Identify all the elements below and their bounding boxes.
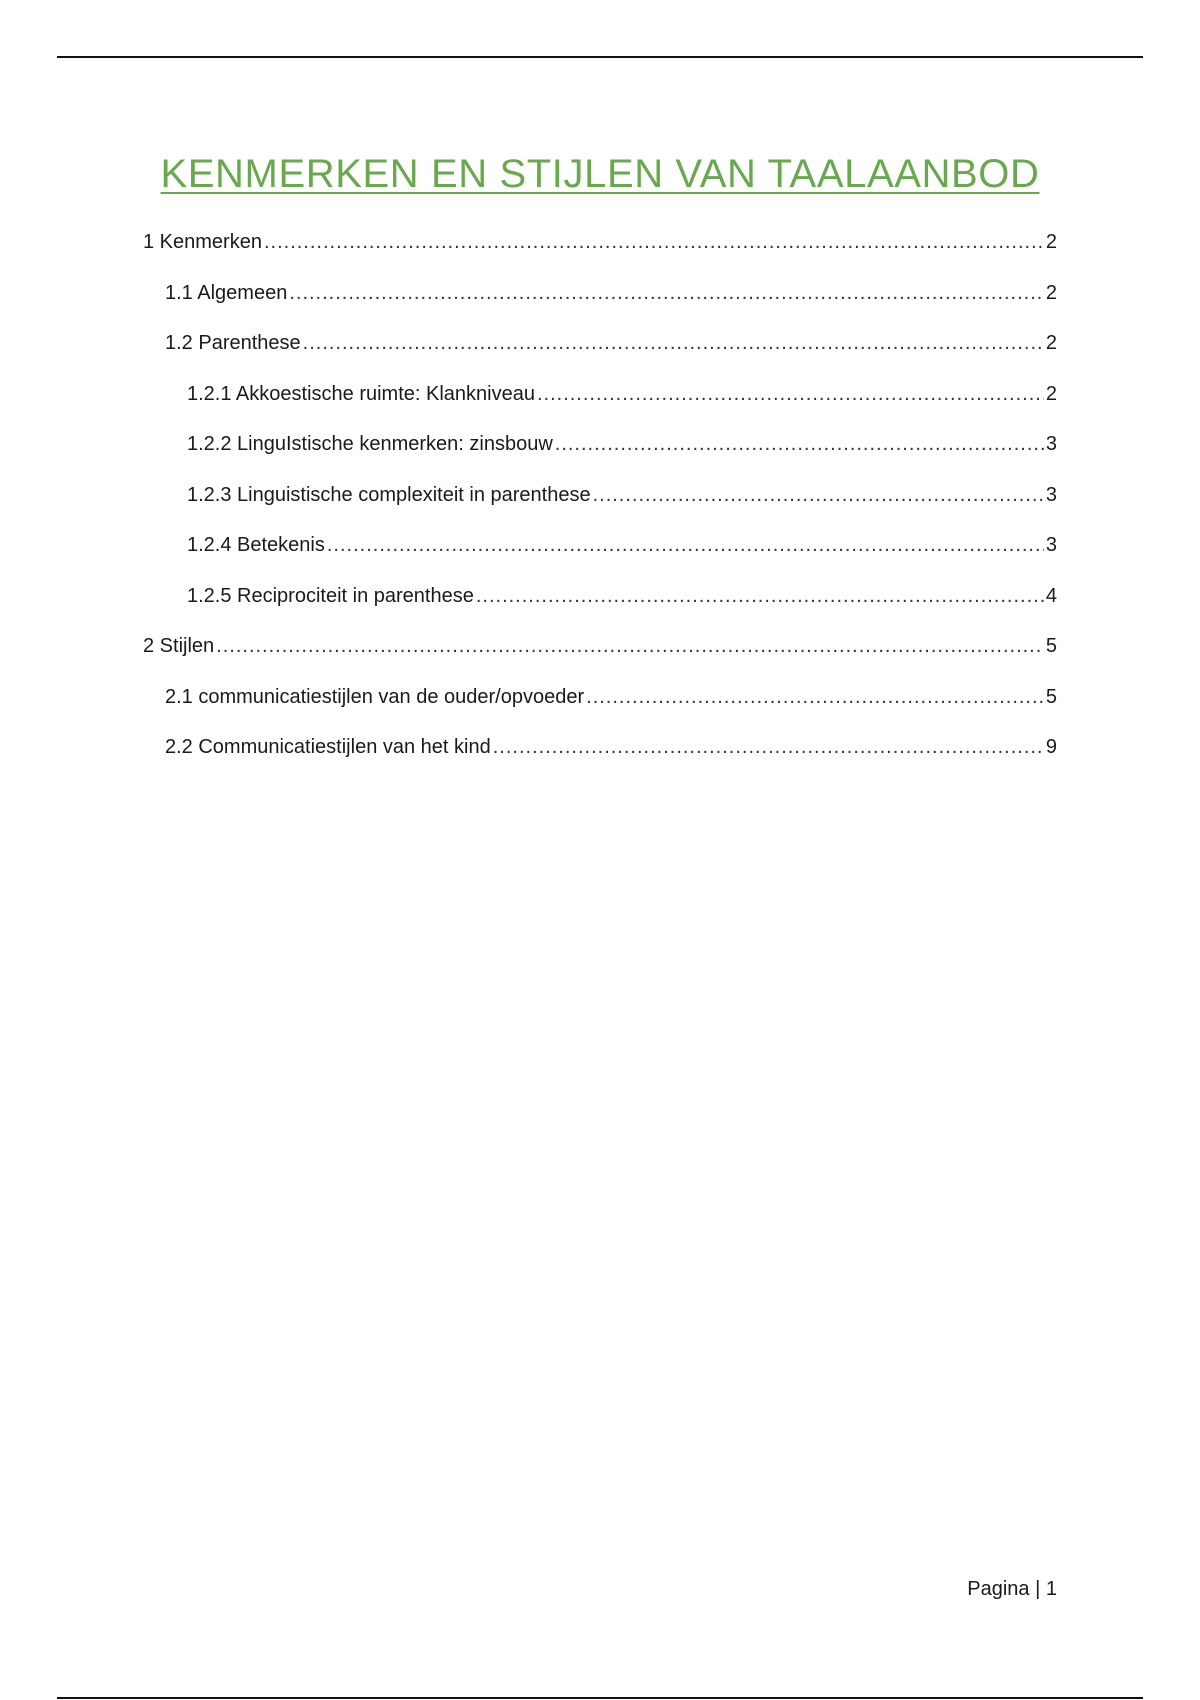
toc-entry-label: 1.2.4 Betekenis (187, 534, 325, 556)
toc-entry-page-number: 9 (1045, 736, 1057, 758)
toc-entry[interactable] (165, 281, 1057, 305)
toc-dot-leader (303, 331, 1044, 355)
toc-dot-leader (537, 382, 1044, 406)
toc-entry[interactable] (165, 685, 1057, 709)
toc-dot-leader (493, 735, 1044, 759)
toc-entry-label: 1 Kenmerken (143, 231, 262, 253)
toc-entry[interactable] (143, 634, 1057, 658)
toc-entry[interactable] (143, 230, 1057, 254)
toc-entry-page-number: 5 (1045, 685, 1057, 708)
toc-entry-page-number: 2 (1045, 382, 1057, 405)
document-title: KENMERKEN EN STIJLEN VAN TAALAANBOD (160, 152, 1040, 196)
footer-rule (57, 1697, 1143, 1699)
toc-entry[interactable] (187, 483, 1057, 507)
toc-entry[interactable] (187, 584, 1057, 608)
toc-entry-label: 1.2.3 Linguistische complexiteit in parenthese (187, 483, 591, 506)
toc-entry-page-number: 2 (1045, 281, 1057, 304)
header-rule (57, 56, 1143, 58)
toc-dot-leader (327, 533, 1044, 557)
toc-entry-page-number: 5 (1045, 635, 1057, 657)
toc-entry-label: 1.2.1 Akkoestische ruimte: Klankniveau (187, 382, 535, 405)
toc-entry-page-number: 2 (1045, 332, 1057, 354)
toc-entry-label: 2.1 communicatiestijlen van de ouder/opvoeder (165, 685, 585, 708)
toc-dot-leader (289, 281, 1044, 305)
toc-entry[interactable] (187, 533, 1057, 557)
toc-entry-page-number: 3 (1045, 534, 1057, 556)
toc-entry-label: 1.2.2 LinguIstische kenmerken: zinsbouw (187, 433, 553, 455)
toc-entry[interactable] (165, 735, 1057, 759)
toc-entry-label: 1.2.5 Reciprociteit in parenthese (187, 584, 474, 607)
toc-entry-page-number: 3 (1045, 433, 1057, 455)
toc-dot-leader (216, 634, 1044, 658)
toc-dot-leader (593, 483, 1044, 507)
toc-entry-page-number: 3 (1045, 483, 1057, 506)
toc-entry-label: 1.1 Algemeen (165, 281, 288, 304)
toc-entry-page-number: 2 (1045, 231, 1057, 253)
toc-dot-leader (586, 685, 1044, 709)
toc-dot-leader (476, 584, 1044, 608)
toc-entry[interactable] (187, 432, 1057, 456)
toc-entry-label: 2.2 Communicatiestijlen van het kind (165, 736, 491, 758)
toc-entry[interactable] (187, 382, 1057, 406)
toc-dot-leader (555, 432, 1044, 456)
toc-entry-label: 2 Stijlen (143, 635, 215, 657)
toc-entry-label: 1.2 Parenthese (165, 332, 301, 354)
footer-page-number: Pagina | 1 (967, 1578, 1057, 1600)
toc-dot-leader (264, 230, 1044, 254)
toc-entry-page-number: 4 (1045, 584, 1057, 607)
toc-entry[interactable] (165, 331, 1057, 355)
